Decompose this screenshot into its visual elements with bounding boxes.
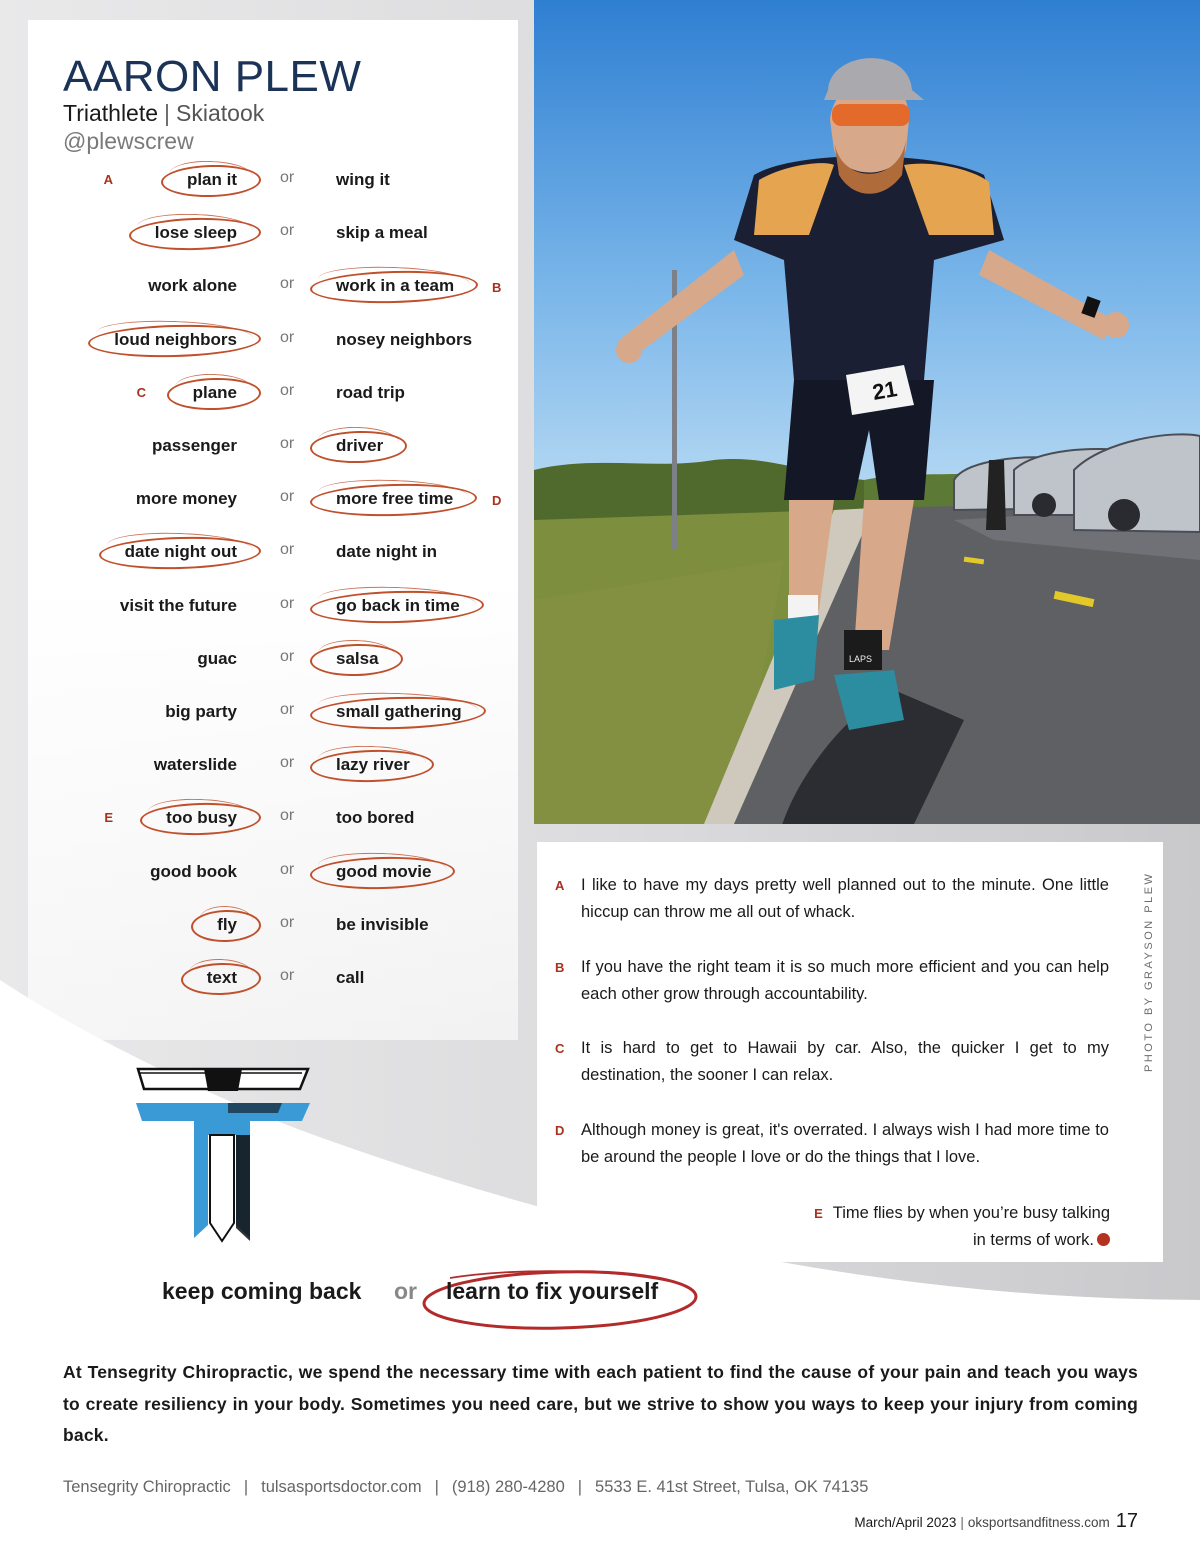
choice-or: or <box>280 594 295 612</box>
athlete-photo <box>534 0 1200 824</box>
choice-row <box>0 958 520 998</box>
note-e-line1: Time flies by when you’re busy talking <box>832 1204 1110 1222</box>
choice-left: guac <box>197 648 237 668</box>
choice-note-mark: A <box>103 172 113 187</box>
choice-note-mark: E <box>104 810 113 826</box>
note-e-line2: in terms of work. <box>972 1231 1094 1249</box>
issue-date: March/April 2023 <box>854 1515 957 1530</box>
choice-or: or <box>280 169 295 186</box>
choice-left: lose sleep <box>155 213 237 253</box>
choice-left: plan it <box>187 160 237 200</box>
note-letter: A <box>555 878 565 893</box>
choice-note-mark: B <box>492 280 502 296</box>
end-mark-icon <box>1097 1233 1110 1246</box>
choice-or: or <box>280 807 295 825</box>
choice-or: or <box>280 967 295 984</box>
choice-left: text <box>207 958 237 998</box>
choice-right: small gathering <box>336 692 462 732</box>
choice-right: work in a team <box>336 266 454 306</box>
note-d <box>555 1117 1109 1171</box>
contact-business: Tensegrity Chiropractic <box>63 1478 231 1496</box>
choice-left: date night out <box>125 532 237 572</box>
choice-right: wing it <box>336 170 390 189</box>
contact-website: tulsasportsdoctor.com <box>261 1478 422 1496</box>
choice-or: or <box>280 541 295 559</box>
choice-row <box>0 426 520 466</box>
choice-row <box>0 905 520 945</box>
choice-or: or <box>280 222 295 240</box>
choice-right: lazy river <box>336 745 410 785</box>
choice-row <box>0 160 520 200</box>
choice-or: or <box>280 488 295 506</box>
note-c <box>555 1035 1109 1089</box>
choice-or: or <box>280 328 295 346</box>
choice-row <box>0 852 520 892</box>
choice-left: waterslide <box>153 755 237 775</box>
note-letter: C <box>555 1041 565 1056</box>
athlete-town: Skiatook <box>176 100 265 126</box>
choice-left: good book <box>150 861 237 881</box>
choice-or: or <box>280 647 295 665</box>
bib-number: 21 <box>870 376 899 405</box>
choice-right: salsa <box>336 639 379 679</box>
choice-row <box>0 479 520 519</box>
note-text: If you have the right team it is so much more efficient and you can help each other grow through accountability. <box>581 958 1109 1003</box>
magazine-site: oksportsandfitness.com <box>967 1515 1110 1530</box>
choice-right: more free time <box>336 479 453 519</box>
athlete-photo-illustration <box>534 0 1200 824</box>
athlete-sport: Triathlete <box>63 100 159 126</box>
choice-right: good movie <box>336 852 431 892</box>
tensegrity-logo <box>132 1063 314 1248</box>
note-text: It is hard to get to Hawaii by car. Also, the quicker I get to my destination, the sooner I can relax. <box>581 1039 1109 1084</box>
choice-row <box>0 266 520 306</box>
subtitle-separator: | <box>164 100 171 126</box>
choice-left: passenger <box>151 436 237 455</box>
ad-option-left: keep coming back <box>162 1278 362 1304</box>
contact-separator: | <box>243 1478 249 1496</box>
choice-row <box>0 798 520 838</box>
note-letter: E <box>814 1206 823 1221</box>
note-text: Although money is great, it's overrated. I always wish I had more time to be around the people I love or do the things that I love. <box>581 1121 1109 1166</box>
choice-left: more money <box>135 489 237 509</box>
footer-separator: | <box>960 1515 964 1530</box>
contact-separator: | <box>434 1478 439 1496</box>
ad-or: or <box>394 1278 417 1304</box>
contact-address: 5533 E. 41st Street, Tulsa, OK 74135 <box>595 1478 869 1496</box>
choice-note-mark: C <box>136 384 146 400</box>
choice-right: driver <box>336 426 383 466</box>
ad-option-right: learn to fix yourself <box>446 1278 659 1304</box>
athlete-name: AARON PLEW <box>63 52 362 101</box>
choice-left: plane <box>193 373 237 413</box>
choice-row <box>0 639 520 679</box>
choice-right: be invisible <box>336 914 429 934</box>
choice-row <box>0 213 520 253</box>
choice-left: visit the future <box>119 595 237 615</box>
choice-or: or <box>280 275 295 293</box>
choice-or: or <box>280 913 295 931</box>
choice-right: road trip <box>336 382 405 402</box>
choice-or: or <box>280 435 295 452</box>
choice-right: skip a meal <box>336 223 428 243</box>
contact-separator: | <box>577 1478 583 1496</box>
choice-row <box>0 320 520 360</box>
choice-row <box>0 586 520 626</box>
note-letter: D <box>555 1123 565 1138</box>
choice-left: fly <box>217 905 237 945</box>
ad-copy: At Tensegrity Chiropractic, we spend the necessary time with each patient to find the cause of your pain and teach you ways to create resiliency in your body. Sometimes you need care, but we strive to show you ways to keep your injury from coming back. <box>63 1362 1138 1445</box>
choice-row <box>0 745 520 785</box>
choice-right: too bored <box>336 808 415 828</box>
choice-or: or <box>280 701 295 718</box>
contact-phone: (918) 280-4280 <box>451 1478 565 1496</box>
photo-credit: PHOTO BY GRAYSON PLEW <box>1143 871 1155 1072</box>
choice-left: work alone <box>148 276 237 296</box>
note-a <box>555 872 1109 926</box>
choice-row <box>0 532 520 572</box>
athlete-subtitle <box>63 100 264 127</box>
note-letter: B <box>555 960 565 975</box>
choice-or: or <box>280 860 295 878</box>
note-text: I like to have my days pretty well planned out to the minute. One little hiccup can throw me all out of whack. <box>581 876 1109 921</box>
sock-text: LAPS <box>849 654 873 664</box>
choice-or: or <box>280 381 295 399</box>
page-footer <box>854 1510 1138 1533</box>
choice-row <box>0 373 520 413</box>
choice-right: go back in time <box>336 586 460 626</box>
notes-panel <box>537 842 1163 1262</box>
choice-left: too busy <box>166 798 237 838</box>
choice-right: call <box>336 968 365 987</box>
choice-note-mark: D <box>492 493 502 509</box>
note-e <box>790 1200 1110 1254</box>
choice-or: or <box>280 754 295 772</box>
page-number: 17 <box>1115 1510 1138 1532</box>
choice-left: loud neighbors <box>114 320 237 360</box>
choice-left: big party <box>165 702 237 721</box>
contact-line <box>63 1478 868 1497</box>
choice-right: nosey neighbors <box>336 329 473 349</box>
choice-right: date night in <box>336 542 438 562</box>
athlete-handle: @plewscrew <box>63 128 194 154</box>
note-b <box>555 954 1109 1008</box>
choice-row <box>0 692 520 732</box>
